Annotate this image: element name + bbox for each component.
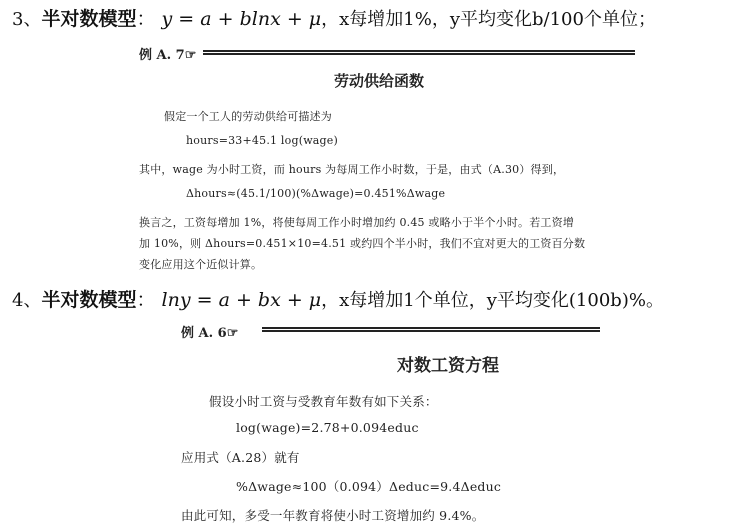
example-a7-title: 劳动供给函数 xyxy=(334,72,425,90)
example-a6-title: 对数工资方程 xyxy=(397,356,499,376)
section-4-description: ，x每增加1个单位，y平均变化(100b)%。 xyxy=(321,290,664,311)
example-a7-paragraph-line-2: 加 10%，则 Δhours=0.451×10=4.51 或约四个半小时，我们不宜对更大的工资百分数 xyxy=(139,237,586,250)
section-3-separator: ： xyxy=(136,8,156,30)
example-a6-equation-1: log(wage)=2.78+0.094educ xyxy=(236,420,419,435)
example-a7-equation-1: hours=33+45.1 log(wage) xyxy=(186,134,339,147)
example-a7-label xyxy=(139,44,196,63)
example-a6-conclusion: 由此可知，多受一年教育将使小时工资增加约 9.4%。 xyxy=(181,508,485,523)
example-a6-equation-2: %Δwage≈100（0.094）Δeduc=9.4Δeduc xyxy=(236,479,502,494)
example-a6-label-text: 例 A. 6 xyxy=(181,326,227,341)
example-a7-intro: 假定一个工人的劳动供给可描述为 xyxy=(164,110,332,123)
section-3-title: 半对数模型 xyxy=(41,8,137,30)
example-a7-where-line: 其中，wage 为小时工资，而 hours 为每周工作小时数，于是，由式（A.30）得到， xyxy=(139,163,565,176)
section-4-separator: ： xyxy=(136,289,156,311)
section-4-equation: lny = a + bx + μ xyxy=(161,289,322,311)
example-a7-paragraph-line-3: 变化应用这个近似计算。 xyxy=(139,258,263,271)
pointing-hand-icon: ☞ xyxy=(184,48,197,63)
example-a6-rule xyxy=(262,327,600,332)
section-3-equation: y = a + blnx + μ xyxy=(161,8,322,30)
example-a6-apply-line: 应用式（A.28）就有 xyxy=(181,450,300,465)
section-3-number: 3、 xyxy=(12,9,42,30)
example-a7-paragraph-line-1: 换言之，工资每增加 1%，将使每周工作小时增加约 0.45 或略小于半个小时。若工资增 xyxy=(139,216,575,229)
example-a7-equation-2: Δhours≈(45.1/100)(%Δwage)=0.451%Δwage xyxy=(186,187,446,200)
section-4-title: 半对数模型 xyxy=(41,289,137,311)
section-4-heading xyxy=(12,285,664,312)
section-3-heading xyxy=(12,4,656,31)
pointing-hand-icon: ☞ xyxy=(226,326,239,341)
example-a6-label xyxy=(181,322,238,341)
section-4-number: 4、 xyxy=(12,290,42,311)
section-3-description: ，x每增加1%，y平均变化b/100个单位； xyxy=(321,9,656,30)
example-a7-rule xyxy=(203,50,635,55)
example-a6-intro: 假设小时工资与受教育年数有如下关系： xyxy=(209,394,438,409)
example-a7-label-text: 例 A. 7 xyxy=(139,48,185,63)
